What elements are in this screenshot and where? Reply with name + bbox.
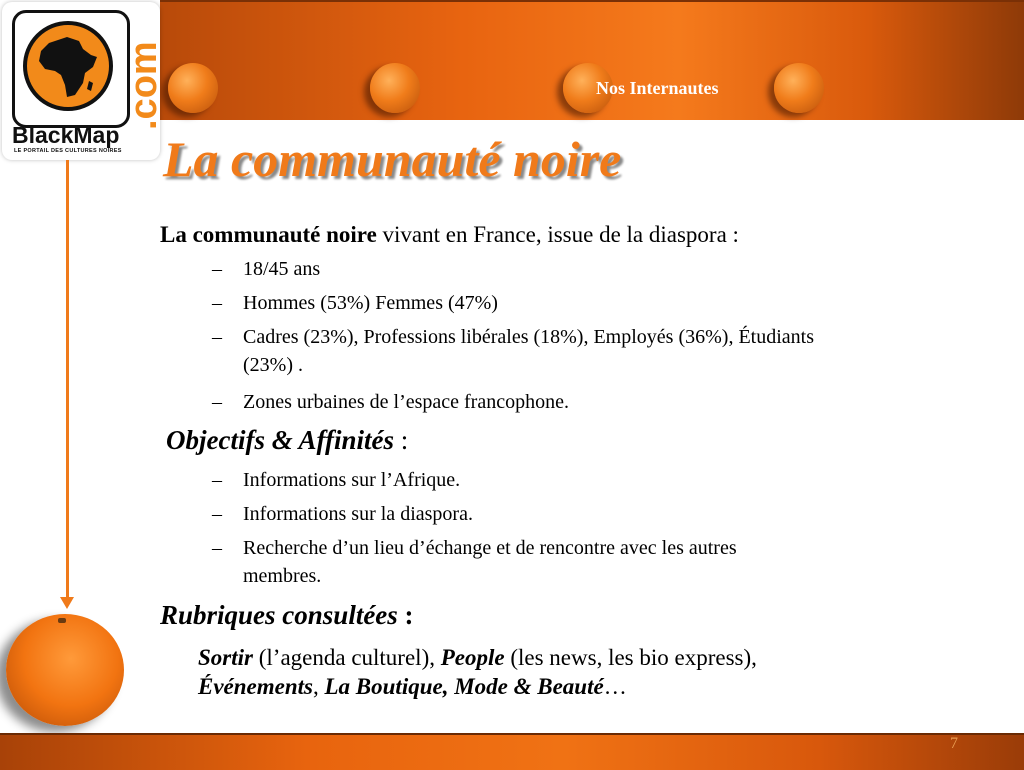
rubrique-people: People bbox=[440, 645, 505, 670]
rubriques-line-1 bbox=[198, 645, 757, 671]
bullet-dash: – bbox=[212, 503, 222, 525]
big-orange-icon bbox=[6, 614, 124, 726]
list-item: Recherche d’un lieu d’échange et de rencontre avec les autres bbox=[243, 537, 737, 559]
bullet-dash: – bbox=[212, 469, 222, 491]
intro-bold: La communauté noire bbox=[160, 222, 377, 247]
rubrique-text: (l’agenda culturel), bbox=[252, 645, 441, 670]
list-item: Zones urbaines de l’espace francophone. bbox=[243, 391, 569, 413]
arrow-line bbox=[66, 160, 69, 600]
rubrique-text: … bbox=[603, 674, 627, 699]
list-item-continuation: (23%) . bbox=[243, 354, 303, 376]
bullet-dash: – bbox=[212, 537, 222, 559]
section-title: Nos Internautes bbox=[596, 78, 719, 98]
intro-line bbox=[160, 222, 739, 248]
blackmap-logo bbox=[2, 2, 165, 160]
bullet-dash: – bbox=[212, 292, 222, 314]
bullet-dash: – bbox=[212, 258, 222, 280]
footer-band bbox=[0, 733, 1024, 770]
page-number: 7 bbox=[950, 735, 958, 752]
rubriques-line-2 bbox=[198, 674, 627, 700]
logo-frame bbox=[12, 10, 130, 128]
rubrique-text: , bbox=[313, 674, 325, 699]
list-item: Cadres (23%), Professions libérales (18%), Employés (36%), Étudiants bbox=[243, 326, 814, 348]
africa-map-icon bbox=[23, 21, 113, 111]
rubriques-heading-text: Rubriques consultées bbox=[160, 600, 398, 630]
list-item: 18/45 ans bbox=[243, 258, 321, 280]
list-item: Informations sur la diaspora. bbox=[243, 503, 473, 525]
objectives-heading-text: Objectifs & Affinités bbox=[166, 425, 394, 455]
orange-icon bbox=[168, 63, 218, 113]
rubriques-heading bbox=[160, 600, 414, 631]
bullet-dash: – bbox=[212, 391, 222, 413]
logo-dotcom: .com bbox=[123, 41, 165, 130]
objectives-heading bbox=[166, 425, 408, 456]
rubriques-heading-suffix: : bbox=[397, 600, 414, 630]
page-title: La communauté noire bbox=[163, 131, 622, 187]
rubrique-sortir: Sortir bbox=[198, 645, 253, 670]
logo-tagline: LE PORTAIL DES CULTURES NOIRES bbox=[14, 148, 122, 154]
list-item: Informations sur l’Afrique. bbox=[243, 469, 461, 491]
rubrique-boutique: La Boutique, Mode & Beauté bbox=[324, 674, 604, 699]
logo-name: BlackMap bbox=[12, 122, 120, 148]
orange-icon bbox=[774, 63, 824, 113]
rubrique-text: (les news, les bio express), bbox=[504, 645, 757, 670]
bullet-dash: – bbox=[212, 326, 222, 348]
arrow-down-icon bbox=[60, 597, 74, 609]
rubrique-evenements: Événements bbox=[198, 674, 313, 699]
objectives-heading-suffix: : bbox=[393, 425, 409, 455]
list-item-continuation: membres. bbox=[243, 565, 322, 587]
intro-rest: vivant en France, issue de la diaspora : bbox=[376, 222, 739, 247]
orange-icon bbox=[370, 63, 420, 113]
list-item: Hommes (53%) Femmes (47%) bbox=[243, 292, 498, 314]
orange-stem bbox=[58, 618, 66, 623]
